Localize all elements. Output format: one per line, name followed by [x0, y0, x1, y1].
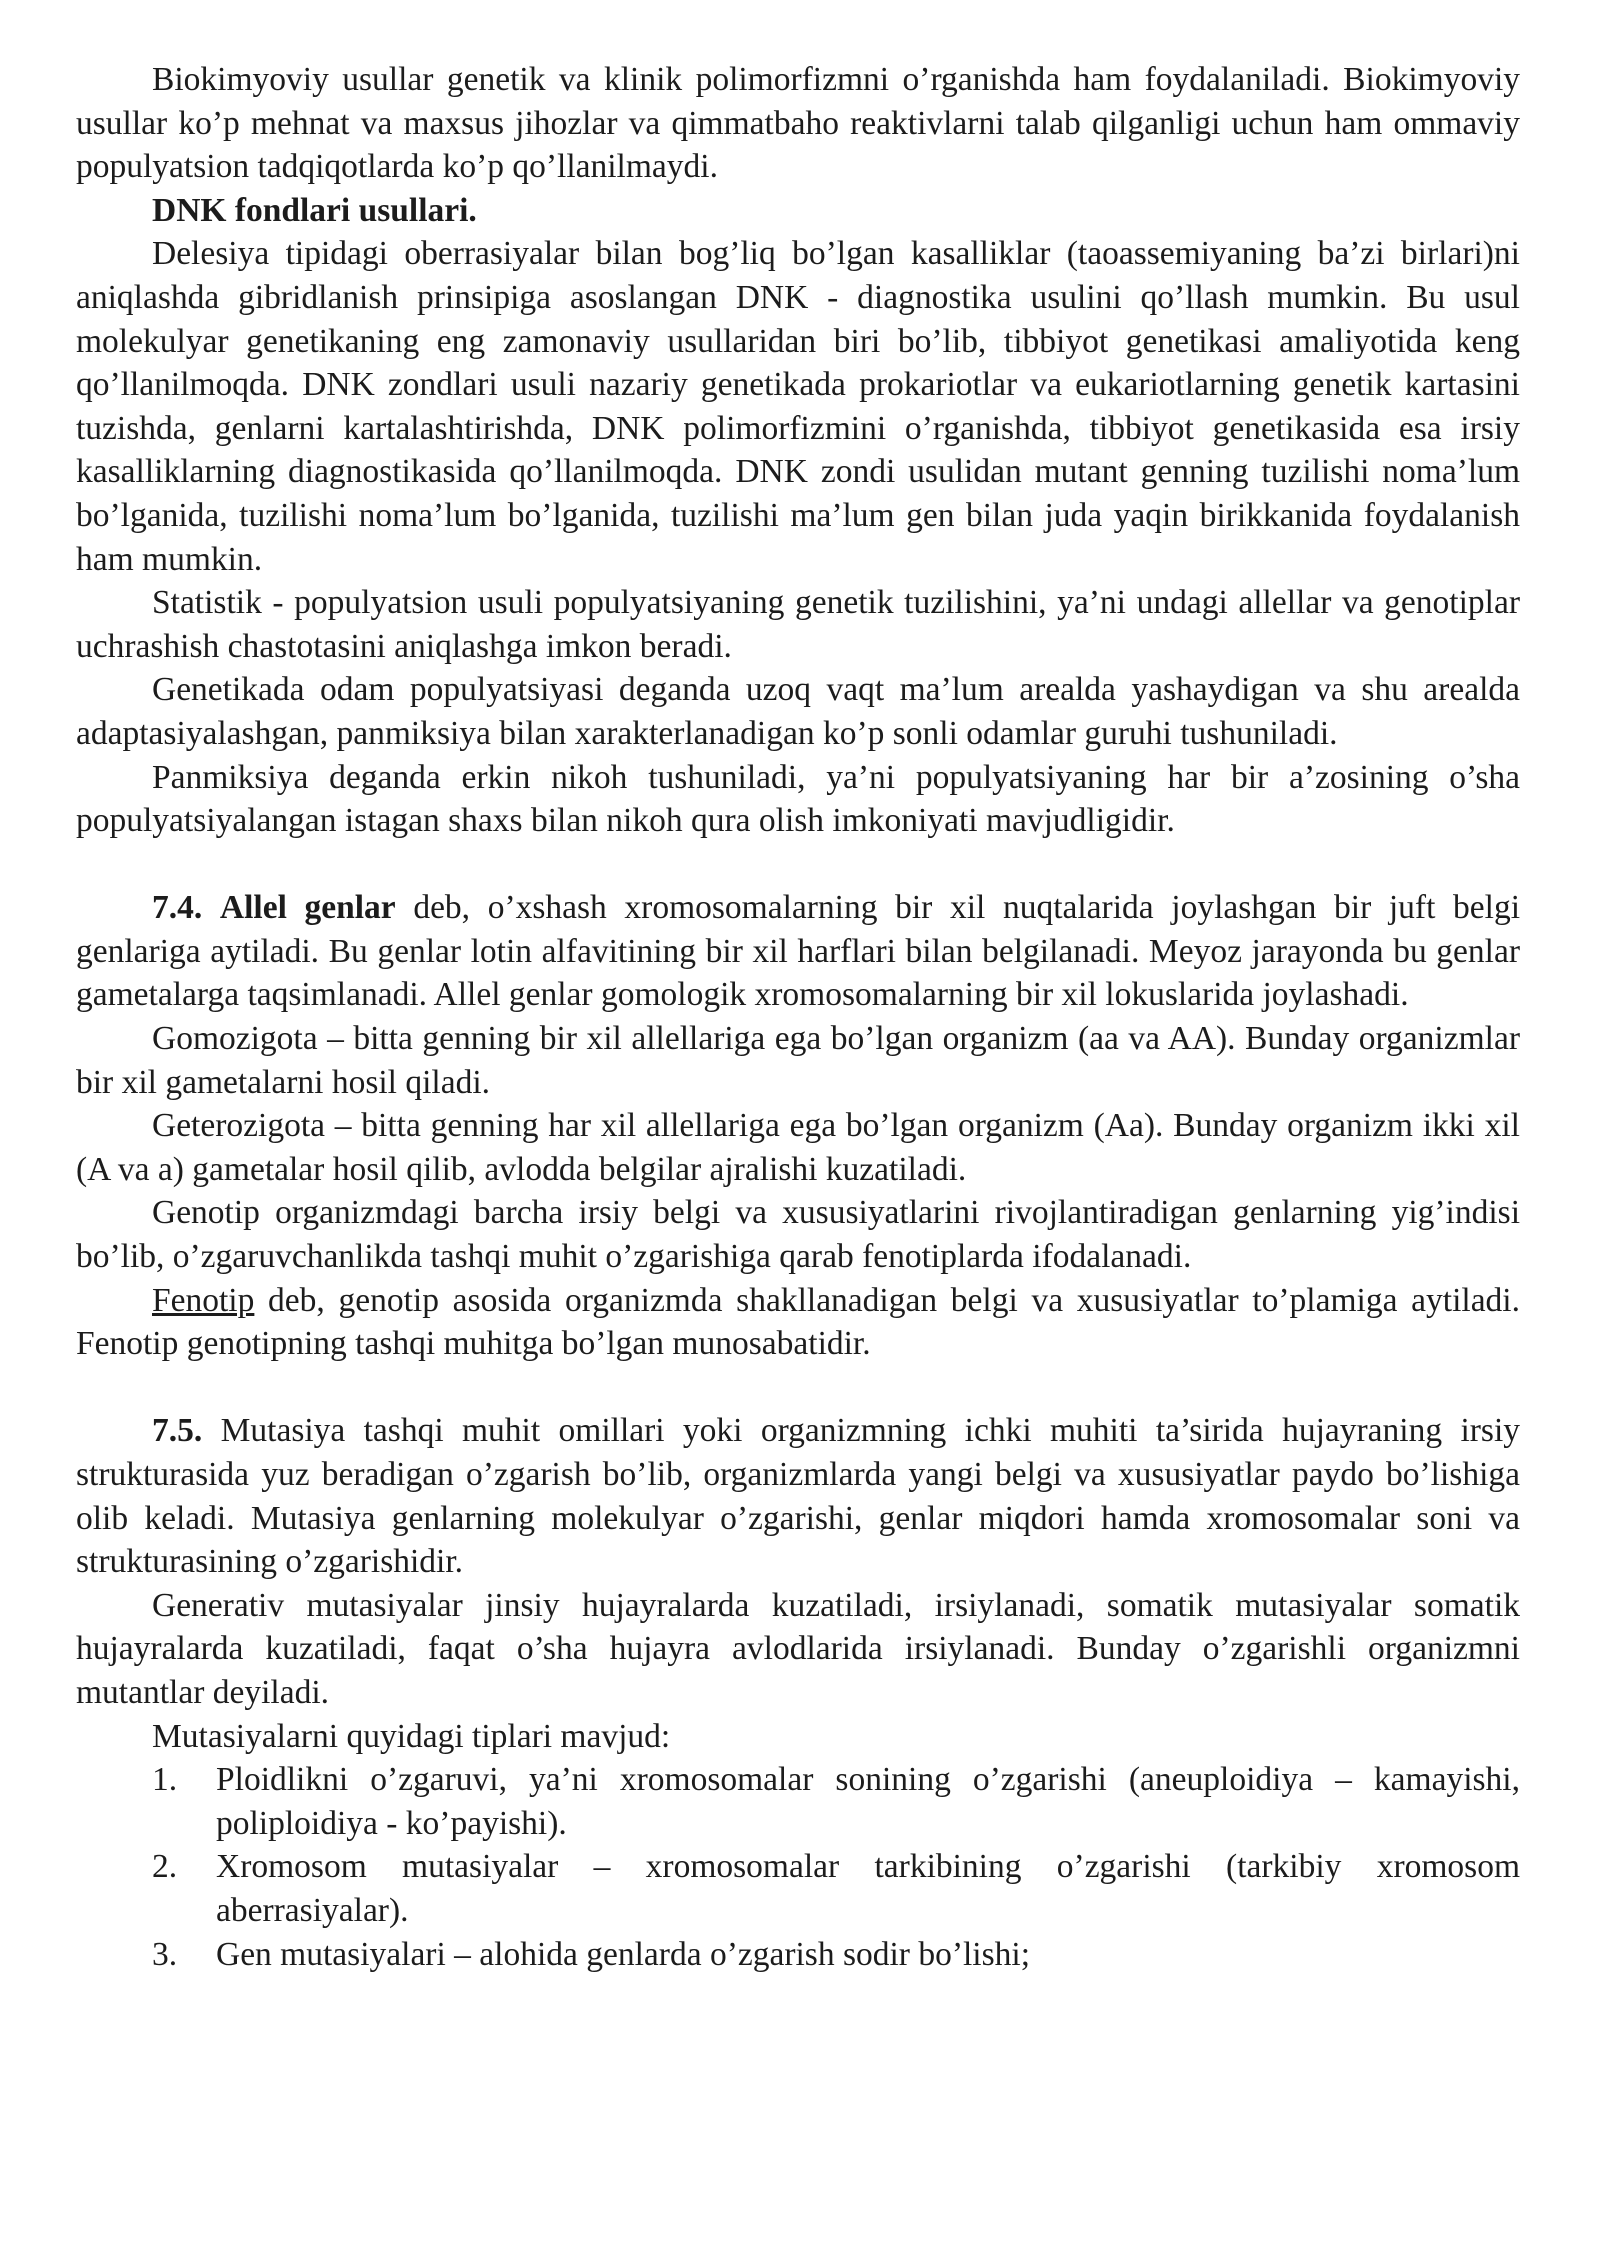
paragraph-statistical-method: Statistik - populyatsion usuli populyatsiyaning genetik tuzilishini, ya’ni undagi allellar va genotiplar uchrashish chastotasini aniqlashga imkon beradi. — [76, 584, 1520, 665]
paragraph-population: Genetikada odam populyatsiyasi deganda uzoq vaqt ma’lum arealda yashaydigan va shu arealda adaptasiyalashgan, panmiksiya bilan xarakterlanadigan ko’p sonli odamlar guruhi tushuniladi. — [76, 671, 1520, 752]
paragraph-deletion: Delesiya tipidagi oberrasiyalar bilan bog’liq bo’lgan kasalliklar (taoassemiyaning ba’zi birlari)ni aniqlashda gibridlanish prinsipiga asoslangan DNK - diagnostika usulini qo’llash mumkin. Bu usul molekulyar genetikaning eng zamonaviy usullaridan biri bo’lib, tibbiyot genetikasi amaliyotida keng qo’llanilmoqda. DNK zondlari usuli nazariy genetikada prokariotlar va eukariotlarning genetik kartasini tuzishda, genlarni kartalashtirishda, DNK polimorfizmini o’rganishda, tibbiyot genetikasida esa irsiy kasalliklarning diagnostikasida qo’llanilmoqda. DNK zondi usulidan mutant genning tuzilishi noma’lum bo’lganida, tuzilishi noma’lum bo’lganida, tuzilishi ma’lum gen bilan juda yaqin birikkanida foydalanish ham mumkin. — [76, 235, 1520, 578]
section-7-4-allele-genes — [76, 886, 1520, 1017]
paragraph-phenotype — [76, 1279, 1520, 1366]
list-item-text: Gen mutasiyalari – alohida genlarda o’zgarish sodir bo’lishi; — [216, 1935, 1031, 1973]
list-item-text: Xromosom mutasiyalar – xromosomalar tarkibining o’zgarishi (tarkibiy xromosom aberrasiyalar). — [216, 1848, 1520, 1929]
section-7-5-mutation — [76, 1409, 1520, 1583]
term-phenotype: Fenotip — [152, 1281, 255, 1319]
section-text: Mutasiya tashqi muhit omillari yoki organizmning ichki muhiti ta’sirida hujayraning irsiy strukturasida yuz beradigan o’zgarish bo’lib, organizmlarda yangi belgi va xususiyatlar paydo bo’lishiga olib keladi. Mutasiya genlarning molekulyar o’zgarishi, genlar miqdori hamda xromosomalar soni va strukturasining o’zgarishidir. — [76, 1412, 1520, 1581]
list-item-number: 1. — [152, 1761, 178, 1799]
section-gap — [76, 1366, 1520, 1410]
section-number: 7.4. — [152, 889, 203, 927]
list-item-text: Ploidlikni o’zgaruvi, ya’ni xromosomalar sonining o’zgarishi (aneuploidiya – kamayishi, poliploidiya - ko’payishi). — [216, 1761, 1520, 1842]
list-item — [76, 1933, 1520, 1977]
section-gap — [76, 843, 1520, 887]
paragraph-homozygote: Gomozigota – bitta genning bir xil allellariga ega bo’lgan organizm (aa va AA). Bunday organizmlar bir xil gametalarni hosil qiladi. — [76, 1020, 1520, 1101]
paragraph-panmixia: Panmiksiya deganda erkin nikoh tushuniladi, ya’ni populyatsiyaning har bir a’zosining o’sha populyatsiyalangan istagan shaxs bilan nikoh qura olish imkoniyati mavjudligidir. — [76, 758, 1520, 840]
list-item — [76, 1845, 1520, 1932]
paragraph-mutation-types-intro: Mutasiyalarni quyidagi tiplari mavjud: — [152, 1717, 671, 1755]
heading-dnk-methods: DNK fondlari usullari. — [152, 191, 477, 229]
section-number: 7.5. — [152, 1412, 203, 1450]
term-allele-genes: Allel genlar — [219, 889, 396, 927]
paragraph-biochemical-methods: Biokimyoviy usullar genetik va klinik polimorfizmni o’rganishda ham foydalaniladi. Biokimyoviy usullar ko’p mehnat va maxsus jihozlar va qimmatbaho reaktivlarni talab qilganligi uchun ham ommaviy populyatsion tadqiqotlarda ko’p qo’llanilmaydi. — [76, 61, 1520, 186]
mutation-types-list — [76, 1758, 1520, 1976]
phenotype-text: deb, genotip asosida organizmda shakllanadigan belgi va xususiyatlar to’plamiga aytiladi. Fenotip genotipning tashqi muhitga bo’lgan munosabatidir. — [76, 1281, 1520, 1363]
paragraph-generative-mutations: Generativ mutasiyalar jinsiy hujayralarda kuzatiladi, irsiylanadi, somatik mutasiyalar somatik hujayralarda kuzatiladi, faqat o’sha hujayra avlodlarida irsiylanadi. Bunday o’zgarishli organizmni mutantlar deyiladi. — [76, 1586, 1520, 1711]
list-item-number: 3. — [152, 1935, 178, 1973]
list-item-number: 2. — [152, 1848, 178, 1886]
section-text: deb, o’xshash xromosomalarning bir xil nuqtalarida joylashgan bir juft belgi genlariga aytiladi. Bu genlar lotin alfavitining bir xil harflari bilan belgilanadi. Meyoz jarayonda bu genlar gametalarga taqsimlanadi. Allel genlar gomologik xromosomalarning bir xil lokuslarida joylashadi. — [76, 889, 1521, 1014]
list-item — [76, 1758, 1520, 1845]
paragraph-genotype: Genotip organizmdagi barcha irsiy belgi va xususiyatlarini rivojlantiradigan genlarning yig’indisi bo’lib, o’zgaruvchanlikda tashqi muhit o’zgarishiga qarab fenotiplarda ifodalanadi. — [76, 1194, 1520, 1276]
paragraph-heterozygote: Geterozigota – bitta genning har xil allellariga ega bo’lgan organizm (Aa). Bunday organizm ikki xil (A va a) gametalar hosil qilib, avlodda belgilar ajralishi kuzatiladi. — [76, 1107, 1520, 1188]
